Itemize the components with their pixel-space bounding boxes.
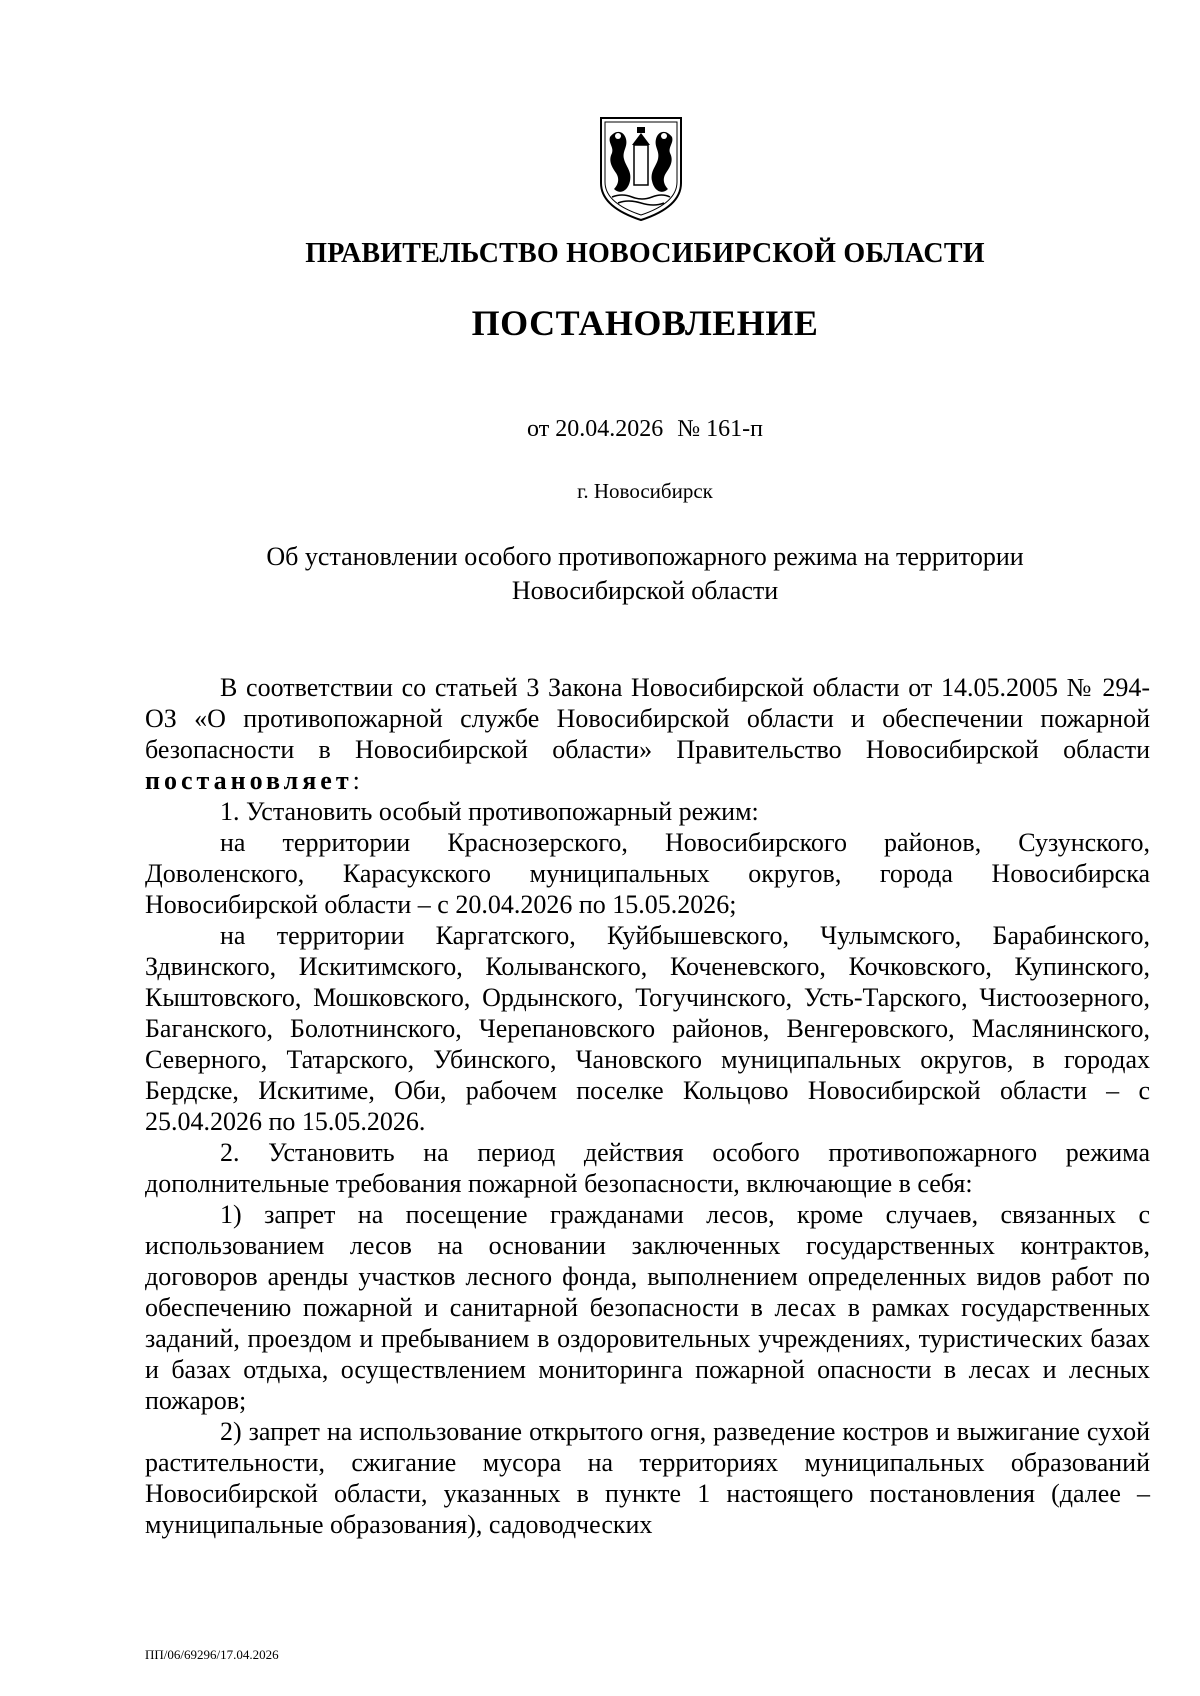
item-2: 2. Установить на период действия особого противопожарного режима дополнительные требования пожарной безопасности, включающие в себя: (145, 1138, 1150, 1198)
document-title (150, 540, 1140, 608)
coat-of-arms-icon (598, 115, 684, 223)
document-title-line-2: Новосибирской области (511, 576, 779, 605)
document-date-line (0, 414, 1200, 444)
preamble-end: : (352, 766, 360, 795)
preamble-keyword: постановляет (145, 766, 353, 795)
preamble-paragraph (145, 672, 1150, 796)
document-title-line-1: Об установлении особого противопожарного режима на территории (266, 542, 1024, 571)
document-number: № 161-п (677, 416, 763, 442)
document-date: от 20.04.2026 (527, 416, 664, 442)
document-type: ПОСТАНОВЛЕНИЕ (471, 303, 819, 343)
document-body (145, 672, 1150, 1540)
item-2-sub-1: 1) запрет на посещение гражданами лесов, кроме случаев, связанных с использованием лесов на основании заключенных государственных контрактов, договоров аренды участков лесного фонда, выполнением определенных видов работ по обеспечению пожарной и санитарной безопасности в лесах в рамках государственных заданий, проездом и пребыванием в оздоровительных учреждениях, туристических базах и базах отдыха, осуществлением мониторинга пожарной опасности в лесах и лесных пожаров; (145, 1200, 1150, 1415)
preamble-text: В соответствии со статьей 3 Закона Новосибирской области от 14.05.2005 № 294-ОЗ «О противопожарной службе Новосибирской области и обеспечении пожарной безопасности в Новосибирской области» Правительство Новосибирской области (145, 673, 1150, 764)
item-1-territory-b: на территории Каргатского, Куйбышевского, Чулымского, Барабинского, Здвинского, Искитимского, Колыванского, Коченевского, Кочковского, Купинского, Кыштовского, Мошковского, Ордынского, Тогучинского, Усть-Тарского, Чистоозерного, Баганского, Болотнинского, Черепановского районов, Венгеровского, Маслянинского, Северного, Татарского, Убинского, Чановского муниципальных округов, в городах Бердске, Искитиме, Оби, рабочем поселке Кольцово Новосибирской области – с 25.04.2026 по 15.05.2026. (145, 921, 1150, 1136)
item-1: 1. Установить особый противопожарный режим: (220, 797, 759, 826)
organization-name: ПРАВИТЕЛЬСТВО НОВОСИБИРСКОЙ ОБЛАСТИ (305, 238, 985, 269)
footer-document-code: ПП/06/69296/17.04.2026 (145, 1647, 279, 1662)
item-1-territory-a: на территории Краснозерского, Новосибирского районов, Сузунского, Доволенского, Карасукского муниципальных округов, города Новосибирска Новосибирской области – с 20.04.2026 по 15.05.2026; (145, 828, 1150, 919)
item-2-sub-2: 2) запрет на использование открытого огня, разведение костров и выжигание сухой растительности, сжигание мусора на территориях муниципальных образований Новосибирской области, указанных в пункте 1 настоящего постановления (далее – муниципальные образования), садоводческих (145, 1417, 1150, 1539)
document-city: г. Новосибирск (577, 479, 713, 503)
